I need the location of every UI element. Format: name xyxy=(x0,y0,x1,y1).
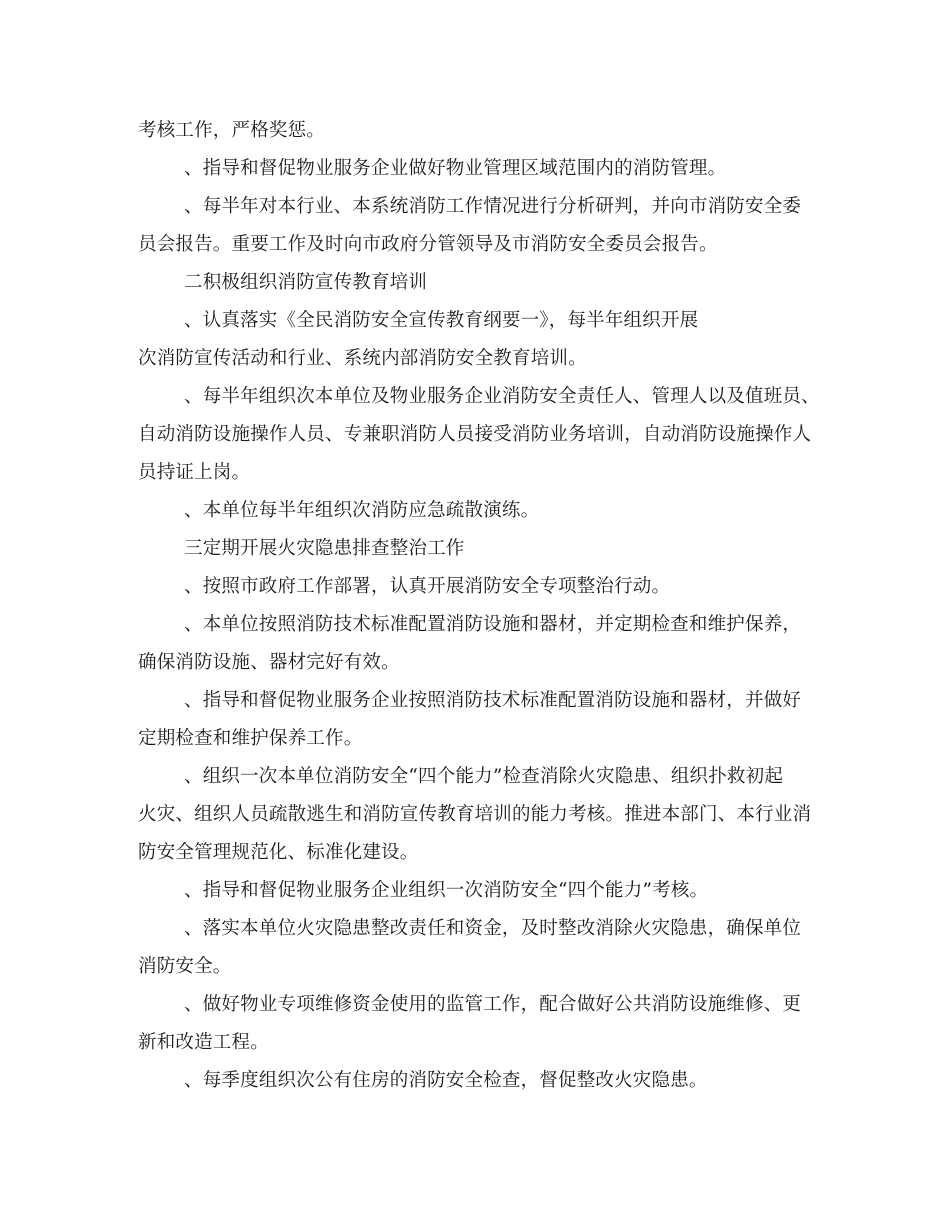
text-line: 、按照市政府工作部署，认真开展消防安全专项整治行动。 xyxy=(184,576,671,597)
text-line: 、指导和督促物业服务企业做好物业管理区域范围内的消防管理。 xyxy=(184,158,727,179)
text-line: 考核工作，严格奖惩。 xyxy=(138,120,326,141)
text-line: 、认真落实《全民消防安全宣传教育纲要一》，每半年组织开展 xyxy=(184,310,699,331)
text-line: 确保消防设施、器材完好有效。 xyxy=(138,652,400,673)
text-line: 、每半年对本行业、本系统消防工作情况进行分析研判，并向市消防安全委 xyxy=(184,196,802,217)
section-heading: 三定期开展火灾隐患排查整治工作 xyxy=(184,538,465,559)
text-line: 、指导和督促物业服务企业按照消防技术标准配置消防设施和器材，并做好 xyxy=(184,690,802,711)
text-line: 、做好物业专项维修资金使用的监管工作，配合做好公共消防设施维修、更 xyxy=(184,994,802,1015)
text-line: 自动消防设施操作人员、专兼职消防人员接受消防业务培训，自动消防设施操作人 xyxy=(138,424,812,445)
text-line: 定期检查和维护保养工作。 xyxy=(138,728,363,749)
text-line: 、指导和督促物业服务企业组织一次消防安全“四个能力”考核。 xyxy=(184,880,709,901)
text-line: 员会报告。重要工作及时向市政府分管领导及市消防安全委员会报告。 xyxy=(138,234,718,255)
section-heading: 二积极组织消防宣传教育培训 xyxy=(184,272,428,293)
text-line: 、每半年组织次本单位及物业服务企业消防安全责任人、管理人以及值班员、 xyxy=(184,386,820,407)
text-line: 火灾、组织人员疏散逃生和消防宣传教育培训的能力考核。推进本部门、本行业消 xyxy=(138,804,812,825)
text-line: 、本单位按照消防技术标准配置消防设施和器材，并定期检查和维护保养， xyxy=(184,614,802,635)
text-line: 次消防宣传活动和行业、系统内部消防安全教育培训。 xyxy=(138,348,587,369)
text-line: 、组织一次本单位消防安全“四个能力”检查消除火灾隐患、组织扑救初起 xyxy=(184,766,784,787)
text-line: 、每季度组织次公有住房的消防安全检查，督促整改火灾隐患。 xyxy=(184,1070,708,1091)
text-line: 、落实本单位火灾隐患整改责任和资金，及时整改消除火灾隐患，确保单位 xyxy=(184,918,802,939)
text-line: 新和改造工程。 xyxy=(138,1032,269,1053)
text-line: 员持证上岗。 xyxy=(138,462,251,483)
text-line: 、本单位每半年组织次消防应急疏散演练。 xyxy=(184,500,540,521)
text-line: 消防安全。 xyxy=(138,956,232,977)
text-line: 防安全管理规范化、标准化建设。 xyxy=(138,842,419,863)
